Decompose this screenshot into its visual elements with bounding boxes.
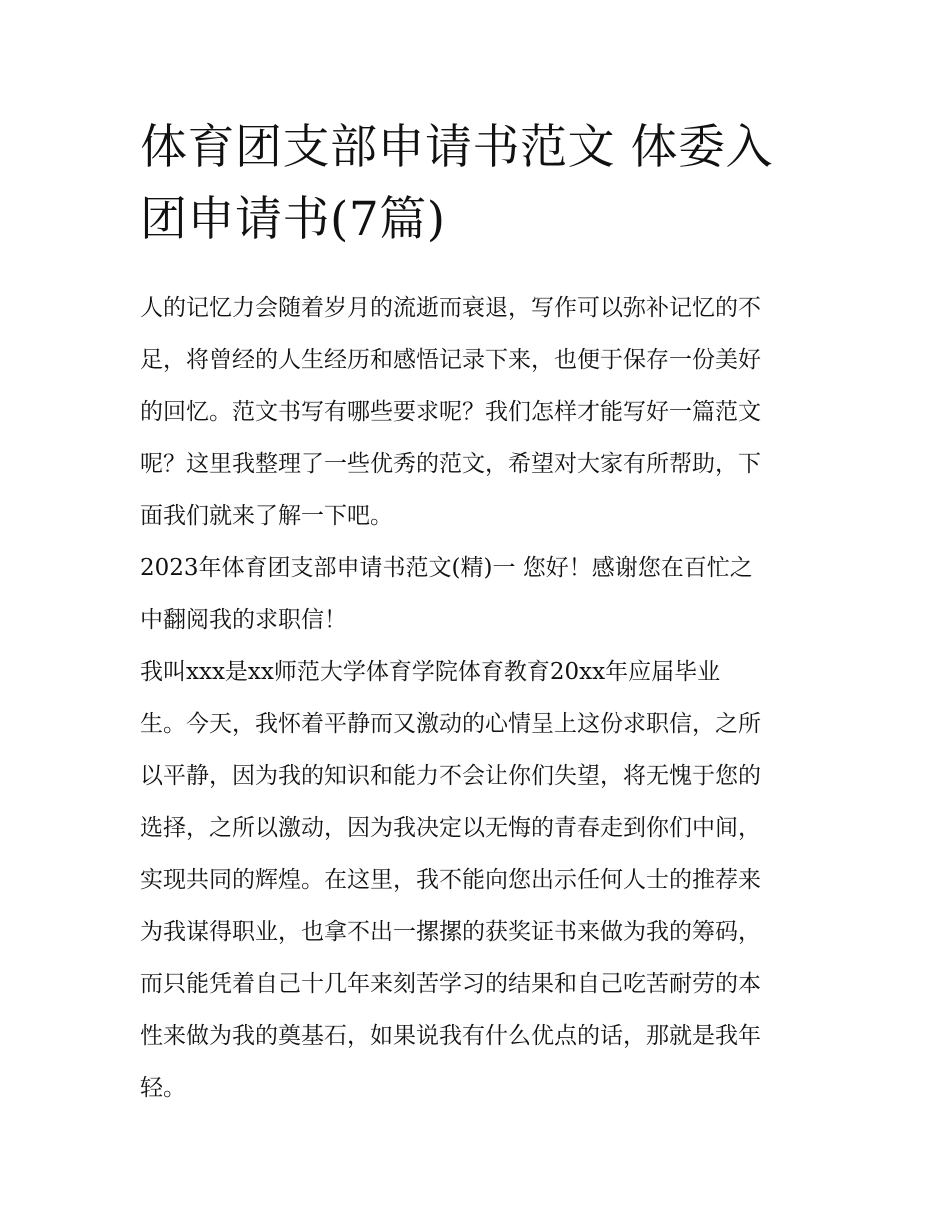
- text-line: 为我谋得职业，也拿不出一摞摞的获奖证书来做为我的筹码，: [140, 919, 761, 945]
- section-heading-paragraph: [140, 542, 812, 646]
- text-line: 生。今天，我怀着平静而又激动的心情呈上这份求职信，之所: [140, 711, 761, 737]
- text-line: 而只能凭着自己十几年来刻苦学习的结果和自己吃苦耐劳的本: [140, 971, 761, 997]
- text-line: 人的记忆力会随着岁月的流逝而衰退，写作可以弥补记忆的不: [140, 295, 761, 321]
- document-title: [140, 112, 812, 256]
- text-line: 呢？这里我整理了一些优秀的范文，希望对大家有所帮助，下: [140, 451, 761, 477]
- document-page: [140, 112, 812, 1114]
- text-line: 实现共同的辉煌。在这里，我不能向您出示任何人士的推荐来: [140, 867, 761, 893]
- text-line: 性来做为我的奠基石，如果说我有什么优点的话，那就是我年: [140, 1023, 761, 1049]
- text-line: 的回忆。范文书写有哪些要求呢？我们怎样才能写好一篇范文: [140, 399, 761, 425]
- document-body: [140, 282, 812, 1114]
- title-line: 体育团支部申请书范文 体委入: [140, 120, 773, 175]
- text-line: 以平静，因为我的知识和能力不会让你们失望，将无愧于您的: [140, 763, 761, 789]
- text-line: 足，将曾经的人生经历和感悟记录下来，也便于保存一份美好: [140, 347, 761, 373]
- text-line: 中翻阅我的求职信！: [140, 607, 347, 633]
- text-line: 2023年体育团支部申请书范文(精)一 您好！感谢您在百忙之: [140, 555, 753, 581]
- text-line: 选择，之所以激动，因为我决定以无悔的青春走到你们中间，: [140, 815, 761, 841]
- intro-paragraph: [140, 282, 812, 542]
- text-line: 我叫xxx是xx师范大学体育学院体育教育20xx年应届毕业: [140, 659, 721, 685]
- text-line: 轻。: [140, 1075, 186, 1101]
- text-line: 面我们就来了解一下吧。: [140, 503, 393, 529]
- letter-body-paragraph: [140, 646, 812, 1114]
- title-line: 团申请书(7篇): [140, 192, 446, 247]
